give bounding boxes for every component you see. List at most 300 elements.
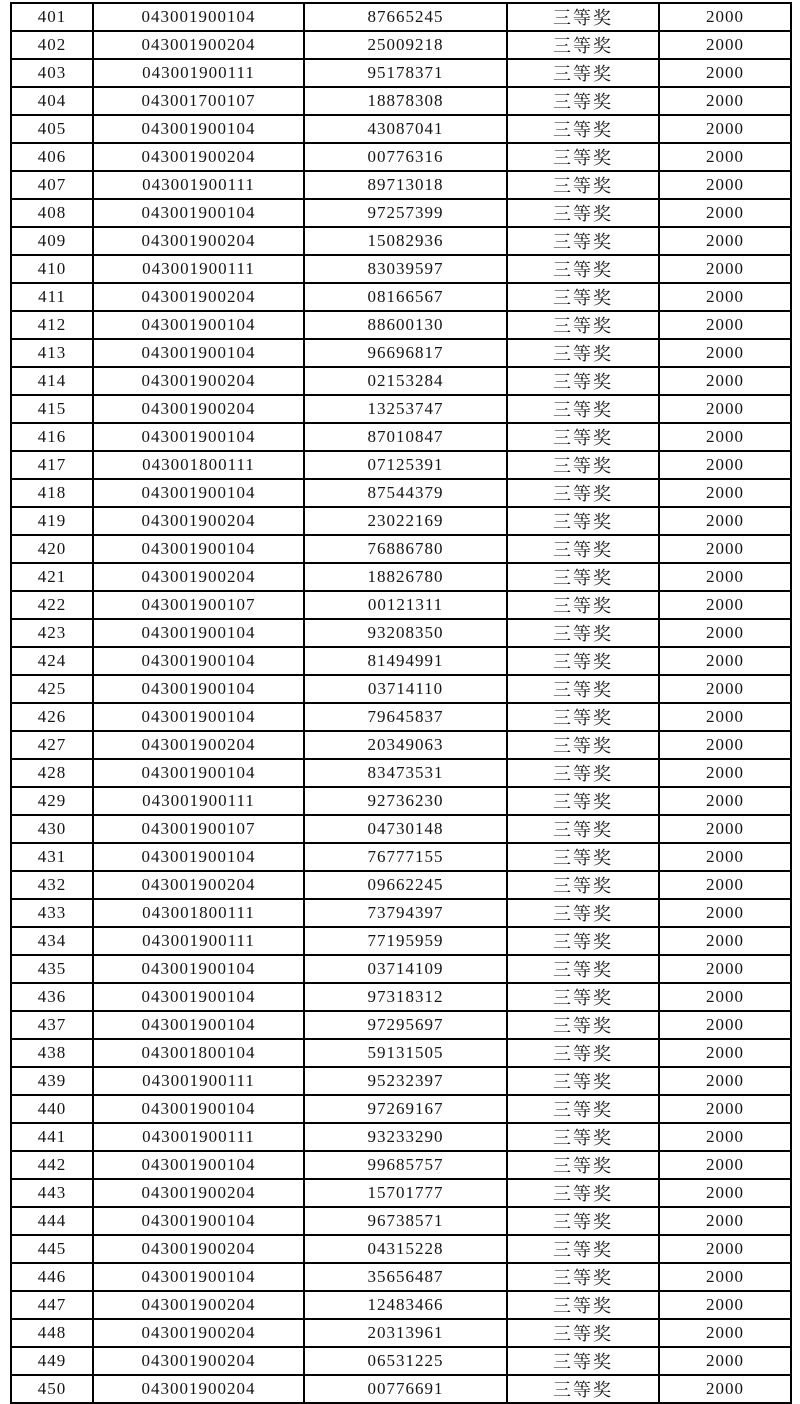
cell-prize: 三等奖 bbox=[507, 591, 659, 619]
cell-number: 25009218 bbox=[304, 31, 507, 59]
table-row bbox=[11, 563, 791, 591]
cell-code: 043001900204 bbox=[93, 227, 304, 255]
cell-code: 043001900104 bbox=[93, 535, 304, 563]
cell-prize: 三等奖 bbox=[507, 1067, 659, 1095]
table-row bbox=[11, 1179, 791, 1207]
table-row bbox=[11, 1095, 791, 1123]
cell-prize: 三等奖 bbox=[507, 115, 659, 143]
cell-code: 043001900204 bbox=[93, 31, 304, 59]
cell-index: 415 bbox=[11, 395, 93, 423]
cell-prize: 三等奖 bbox=[507, 843, 659, 871]
cell-amount: 2000 bbox=[659, 1095, 791, 1123]
table-row bbox=[11, 927, 791, 955]
cell-index: 413 bbox=[11, 339, 93, 367]
cell-code: 043001900104 bbox=[93, 1011, 304, 1039]
cell-amount: 2000 bbox=[659, 983, 791, 1011]
cell-number: 97269167 bbox=[304, 1095, 507, 1123]
cell-index: 421 bbox=[11, 563, 93, 591]
cell-number: 73794397 bbox=[304, 899, 507, 927]
cell-number: 15082936 bbox=[304, 227, 507, 255]
cell-code: 043001900204 bbox=[93, 871, 304, 899]
cell-amount: 2000 bbox=[659, 535, 791, 563]
cell-index: 409 bbox=[11, 227, 93, 255]
cell-number: 83473531 bbox=[304, 759, 507, 787]
cell-code: 043001900204 bbox=[93, 367, 304, 395]
cell-number: 96696817 bbox=[304, 339, 507, 367]
table-row bbox=[11, 3, 791, 31]
cell-prize: 三等奖 bbox=[507, 1263, 659, 1291]
cell-number: 87544379 bbox=[304, 479, 507, 507]
cell-amount: 2000 bbox=[659, 591, 791, 619]
cell-index: 434 bbox=[11, 927, 93, 955]
cell-amount: 2000 bbox=[659, 787, 791, 815]
cell-prize: 三等奖 bbox=[507, 1319, 659, 1347]
cell-code: 043001900104 bbox=[93, 1263, 304, 1291]
cell-amount: 2000 bbox=[659, 199, 791, 227]
cell-number: 03714110 bbox=[304, 675, 507, 703]
cell-amount: 2000 bbox=[659, 731, 791, 759]
cell-code: 043001900104 bbox=[93, 703, 304, 731]
cell-number: 89713018 bbox=[304, 171, 507, 199]
cell-index: 403 bbox=[11, 59, 93, 87]
cell-number: 15701777 bbox=[304, 1179, 507, 1207]
cell-index: 423 bbox=[11, 619, 93, 647]
cell-number: 99685757 bbox=[304, 1151, 507, 1179]
cell-prize: 三等奖 bbox=[507, 619, 659, 647]
prize-table bbox=[10, 2, 792, 1404]
cell-prize: 三等奖 bbox=[507, 955, 659, 983]
cell-code: 043001900104 bbox=[93, 423, 304, 451]
cell-prize: 三等奖 bbox=[507, 787, 659, 815]
cell-number: 08166567 bbox=[304, 283, 507, 311]
cell-prize: 三等奖 bbox=[507, 759, 659, 787]
cell-amount: 2000 bbox=[659, 927, 791, 955]
cell-index: 407 bbox=[11, 171, 93, 199]
cell-prize: 三等奖 bbox=[507, 1011, 659, 1039]
table-row bbox=[11, 395, 791, 423]
table-row bbox=[11, 255, 791, 283]
cell-code: 043001900204 bbox=[93, 1375, 304, 1403]
cell-code: 043001900104 bbox=[93, 199, 304, 227]
cell-amount: 2000 bbox=[659, 143, 791, 171]
cell-code: 043001900111 bbox=[93, 1123, 304, 1151]
cell-code: 043001800104 bbox=[93, 1039, 304, 1067]
cell-code: 043001900104 bbox=[93, 955, 304, 983]
cell-code: 043001900104 bbox=[93, 1151, 304, 1179]
cell-index: 440 bbox=[11, 1095, 93, 1123]
cell-code: 043001900111 bbox=[93, 255, 304, 283]
cell-code: 043001800111 bbox=[93, 899, 304, 927]
cell-prize: 三等奖 bbox=[507, 983, 659, 1011]
cell-number: 18826780 bbox=[304, 563, 507, 591]
cell-index: 412 bbox=[11, 311, 93, 339]
cell-amount: 2000 bbox=[659, 395, 791, 423]
cell-number: 59131505 bbox=[304, 1039, 507, 1067]
cell-prize: 三等奖 bbox=[507, 3, 659, 31]
cell-index: 429 bbox=[11, 787, 93, 815]
cell-amount: 2000 bbox=[659, 1151, 791, 1179]
cell-prize: 三等奖 bbox=[507, 871, 659, 899]
table-row bbox=[11, 535, 791, 563]
table-row bbox=[11, 1123, 791, 1151]
cell-amount: 2000 bbox=[659, 759, 791, 787]
cell-code: 043001900104 bbox=[93, 619, 304, 647]
table-row bbox=[11, 479, 791, 507]
cell-prize: 三等奖 bbox=[507, 451, 659, 479]
cell-index: 420 bbox=[11, 535, 93, 563]
cell-code: 043001900104 bbox=[93, 3, 304, 31]
cell-prize: 三等奖 bbox=[507, 255, 659, 283]
table-row bbox=[11, 619, 791, 647]
table-row bbox=[11, 1151, 791, 1179]
cell-code: 043001900111 bbox=[93, 787, 304, 815]
cell-prize: 三等奖 bbox=[507, 1347, 659, 1375]
cell-index: 410 bbox=[11, 255, 93, 283]
table-row bbox=[11, 899, 791, 927]
cell-number: 96738571 bbox=[304, 1207, 507, 1235]
cell-code: 043001900104 bbox=[93, 675, 304, 703]
cell-prize: 三等奖 bbox=[507, 731, 659, 759]
cell-code: 043001900204 bbox=[93, 507, 304, 535]
table-row bbox=[11, 703, 791, 731]
cell-code: 043001700107 bbox=[93, 87, 304, 115]
cell-amount: 2000 bbox=[659, 3, 791, 31]
cell-code: 043001900204 bbox=[93, 395, 304, 423]
cell-amount: 2000 bbox=[659, 619, 791, 647]
table-row bbox=[11, 591, 791, 619]
table-row bbox=[11, 1039, 791, 1067]
cell-number: 03714109 bbox=[304, 955, 507, 983]
cell-index: 441 bbox=[11, 1123, 93, 1151]
cell-number: 93208350 bbox=[304, 619, 507, 647]
cell-index: 419 bbox=[11, 507, 93, 535]
cell-number: 07125391 bbox=[304, 451, 507, 479]
cell-prize: 三等奖 bbox=[507, 507, 659, 535]
cell-amount: 2000 bbox=[659, 899, 791, 927]
cell-amount: 2000 bbox=[659, 675, 791, 703]
cell-number: 81494991 bbox=[304, 647, 507, 675]
cell-number: 43087041 bbox=[304, 115, 507, 143]
cell-prize: 三等奖 bbox=[507, 395, 659, 423]
cell-index: 416 bbox=[11, 423, 93, 451]
cell-number: 83039597 bbox=[304, 255, 507, 283]
cell-index: 436 bbox=[11, 983, 93, 1011]
cell-index: 401 bbox=[11, 3, 93, 31]
cell-number: 97295697 bbox=[304, 1011, 507, 1039]
cell-code: 043001900204 bbox=[93, 1235, 304, 1263]
cell-amount: 2000 bbox=[659, 479, 791, 507]
cell-index: 438 bbox=[11, 1039, 93, 1067]
cell-number: 93233290 bbox=[304, 1123, 507, 1151]
table-row bbox=[11, 1263, 791, 1291]
cell-index: 414 bbox=[11, 367, 93, 395]
cell-index: 442 bbox=[11, 1151, 93, 1179]
cell-number: 88600130 bbox=[304, 311, 507, 339]
table-row bbox=[11, 647, 791, 675]
cell-number: 87665245 bbox=[304, 3, 507, 31]
cell-amount: 2000 bbox=[659, 255, 791, 283]
cell-prize: 三等奖 bbox=[507, 171, 659, 199]
cell-number: 06531225 bbox=[304, 1347, 507, 1375]
cell-code: 043001900204 bbox=[93, 1319, 304, 1347]
cell-index: 411 bbox=[11, 283, 93, 311]
cell-index: 404 bbox=[11, 87, 93, 115]
cell-index: 437 bbox=[11, 1011, 93, 1039]
cell-index: 406 bbox=[11, 143, 93, 171]
cell-number: 04315228 bbox=[304, 1235, 507, 1263]
cell-index: 427 bbox=[11, 731, 93, 759]
cell-prize: 三等奖 bbox=[507, 367, 659, 395]
table-row bbox=[11, 143, 791, 171]
cell-number: 02153284 bbox=[304, 367, 507, 395]
cell-amount: 2000 bbox=[659, 1067, 791, 1095]
cell-number: 04730148 bbox=[304, 815, 507, 843]
table-row bbox=[11, 171, 791, 199]
cell-index: 425 bbox=[11, 675, 93, 703]
cell-prize: 三等奖 bbox=[507, 563, 659, 591]
table-row bbox=[11, 451, 791, 479]
cell-prize: 三等奖 bbox=[507, 535, 659, 563]
cell-amount: 2000 bbox=[659, 815, 791, 843]
cell-index: 405 bbox=[11, 115, 93, 143]
cell-index: 402 bbox=[11, 31, 93, 59]
cell-number: 13253747 bbox=[304, 395, 507, 423]
cell-index: 426 bbox=[11, 703, 93, 731]
cell-number: 23022169 bbox=[304, 507, 507, 535]
cell-prize: 三等奖 bbox=[507, 311, 659, 339]
cell-number: 20349063 bbox=[304, 731, 507, 759]
cell-number: 79645837 bbox=[304, 703, 507, 731]
cell-number: 00776691 bbox=[304, 1375, 507, 1403]
cell-number: 18878308 bbox=[304, 87, 507, 115]
cell-index: 448 bbox=[11, 1319, 93, 1347]
cell-number: 00121311 bbox=[304, 591, 507, 619]
cell-code: 043001900104 bbox=[93, 647, 304, 675]
cell-amount: 2000 bbox=[659, 339, 791, 367]
cell-index: 428 bbox=[11, 759, 93, 787]
cell-code: 043001900104 bbox=[93, 983, 304, 1011]
table-row bbox=[11, 815, 791, 843]
table-row bbox=[11, 227, 791, 255]
cell-index: 449 bbox=[11, 1347, 93, 1375]
cell-number: 92736230 bbox=[304, 787, 507, 815]
cell-index: 443 bbox=[11, 1179, 93, 1207]
table-row bbox=[11, 87, 791, 115]
cell-amount: 2000 bbox=[659, 1123, 791, 1151]
cell-amount: 2000 bbox=[659, 507, 791, 535]
cell-code: 043001900107 bbox=[93, 591, 304, 619]
cell-number: 76886780 bbox=[304, 535, 507, 563]
cell-index: 447 bbox=[11, 1291, 93, 1319]
cell-code: 043001900104 bbox=[93, 843, 304, 871]
table-row bbox=[11, 367, 791, 395]
cell-number: 87010847 bbox=[304, 423, 507, 451]
cell-prize: 三等奖 bbox=[507, 227, 659, 255]
cell-index: 430 bbox=[11, 815, 93, 843]
table-row bbox=[11, 31, 791, 59]
table-row bbox=[11, 199, 791, 227]
cell-code: 043001900111 bbox=[93, 1067, 304, 1095]
cell-code: 043001900204 bbox=[93, 1291, 304, 1319]
cell-amount: 2000 bbox=[659, 115, 791, 143]
prize-table-body bbox=[11, 3, 791, 1403]
cell-index: 444 bbox=[11, 1207, 93, 1235]
cell-code: 043001900104 bbox=[93, 759, 304, 787]
cell-code: 043001900104 bbox=[93, 479, 304, 507]
cell-prize: 三等奖 bbox=[507, 1039, 659, 1067]
cell-amount: 2000 bbox=[659, 423, 791, 451]
cell-amount: 2000 bbox=[659, 1347, 791, 1375]
table-row bbox=[11, 1067, 791, 1095]
cell-index: 445 bbox=[11, 1235, 93, 1263]
table-row bbox=[11, 675, 791, 703]
table-row bbox=[11, 59, 791, 87]
cell-code: 043001900104 bbox=[93, 1095, 304, 1123]
table-row bbox=[11, 507, 791, 535]
cell-prize: 三等奖 bbox=[507, 1291, 659, 1319]
cell-amount: 2000 bbox=[659, 283, 791, 311]
cell-index: 432 bbox=[11, 871, 93, 899]
table-row bbox=[11, 1207, 791, 1235]
cell-code: 043001900204 bbox=[93, 731, 304, 759]
cell-amount: 2000 bbox=[659, 1039, 791, 1067]
cell-amount: 2000 bbox=[659, 311, 791, 339]
cell-prize: 三等奖 bbox=[507, 31, 659, 59]
cell-number: 76777155 bbox=[304, 843, 507, 871]
cell-number: 77195959 bbox=[304, 927, 507, 955]
cell-amount: 2000 bbox=[659, 451, 791, 479]
cell-amount: 2000 bbox=[659, 59, 791, 87]
cell-amount: 2000 bbox=[659, 1263, 791, 1291]
cell-amount: 2000 bbox=[659, 367, 791, 395]
table-row bbox=[11, 1235, 791, 1263]
table-row bbox=[11, 1291, 791, 1319]
cell-number: 35656487 bbox=[304, 1263, 507, 1291]
table-row bbox=[11, 1347, 791, 1375]
cell-index: 435 bbox=[11, 955, 93, 983]
cell-prize: 三等奖 bbox=[507, 199, 659, 227]
cell-index: 422 bbox=[11, 591, 93, 619]
table-row bbox=[11, 843, 791, 871]
cell-amount: 2000 bbox=[659, 871, 791, 899]
cell-prize: 三等奖 bbox=[507, 703, 659, 731]
cell-index: 417 bbox=[11, 451, 93, 479]
table-row bbox=[11, 423, 791, 451]
cell-code: 043001800111 bbox=[93, 451, 304, 479]
cell-prize: 三等奖 bbox=[507, 1123, 659, 1151]
cell-index: 431 bbox=[11, 843, 93, 871]
cell-index: 418 bbox=[11, 479, 93, 507]
cell-code: 043001900104 bbox=[93, 1207, 304, 1235]
cell-amount: 2000 bbox=[659, 171, 791, 199]
cell-number: 95178371 bbox=[304, 59, 507, 87]
cell-code: 043001900104 bbox=[93, 115, 304, 143]
cell-prize: 三等奖 bbox=[507, 1375, 659, 1403]
cell-index: 446 bbox=[11, 1263, 93, 1291]
cell-index: 450 bbox=[11, 1375, 93, 1403]
cell-number: 09662245 bbox=[304, 871, 507, 899]
cell-prize: 三等奖 bbox=[507, 815, 659, 843]
table-row bbox=[11, 871, 791, 899]
cell-number: 20313961 bbox=[304, 1319, 507, 1347]
table-row bbox=[11, 955, 791, 983]
table-row bbox=[11, 1319, 791, 1347]
cell-code: 043001900204 bbox=[93, 1179, 304, 1207]
cell-prize: 三等奖 bbox=[507, 479, 659, 507]
table-row bbox=[11, 759, 791, 787]
cell-amount: 2000 bbox=[659, 955, 791, 983]
cell-amount: 2000 bbox=[659, 703, 791, 731]
cell-amount: 2000 bbox=[659, 563, 791, 591]
cell-amount: 2000 bbox=[659, 31, 791, 59]
cell-code: 043001900107 bbox=[93, 815, 304, 843]
cell-prize: 三等奖 bbox=[507, 1235, 659, 1263]
cell-code: 043001900104 bbox=[93, 339, 304, 367]
cell-number: 95232397 bbox=[304, 1067, 507, 1095]
cell-code: 043001900111 bbox=[93, 171, 304, 199]
cell-index: 439 bbox=[11, 1067, 93, 1095]
cell-code: 043001900111 bbox=[93, 59, 304, 87]
cell-index: 408 bbox=[11, 199, 93, 227]
cell-amount: 2000 bbox=[659, 1319, 791, 1347]
table-row bbox=[11, 983, 791, 1011]
cell-prize: 三等奖 bbox=[507, 423, 659, 451]
cell-code: 043001900204 bbox=[93, 1347, 304, 1375]
cell-amount: 2000 bbox=[659, 1235, 791, 1263]
cell-code: 043001900204 bbox=[93, 283, 304, 311]
cell-amount: 2000 bbox=[659, 1179, 791, 1207]
cell-prize: 三等奖 bbox=[507, 675, 659, 703]
cell-number: 97318312 bbox=[304, 983, 507, 1011]
cell-prize: 三等奖 bbox=[507, 1095, 659, 1123]
cell-prize: 三等奖 bbox=[507, 899, 659, 927]
cell-code: 043001900111 bbox=[93, 927, 304, 955]
cell-amount: 2000 bbox=[659, 843, 791, 871]
cell-amount: 2000 bbox=[659, 87, 791, 115]
cell-number: 97257399 bbox=[304, 199, 507, 227]
table-row bbox=[11, 283, 791, 311]
cell-index: 433 bbox=[11, 899, 93, 927]
table-row bbox=[11, 311, 791, 339]
cell-amount: 2000 bbox=[659, 1291, 791, 1319]
cell-amount: 2000 bbox=[659, 1011, 791, 1039]
cell-amount: 2000 bbox=[659, 1207, 791, 1235]
cell-prize: 三等奖 bbox=[507, 1179, 659, 1207]
cell-prize: 三等奖 bbox=[507, 143, 659, 171]
cell-amount: 2000 bbox=[659, 647, 791, 675]
cell-prize: 三等奖 bbox=[507, 1207, 659, 1235]
cell-prize: 三等奖 bbox=[507, 59, 659, 87]
cell-prize: 三等奖 bbox=[507, 339, 659, 367]
cell-prize: 三等奖 bbox=[507, 87, 659, 115]
cell-prize: 三等奖 bbox=[507, 927, 659, 955]
cell-number: 00776316 bbox=[304, 143, 507, 171]
cell-prize: 三等奖 bbox=[507, 283, 659, 311]
cell-number: 12483466 bbox=[304, 1291, 507, 1319]
cell-code: 043001900204 bbox=[93, 563, 304, 591]
cell-amount: 2000 bbox=[659, 227, 791, 255]
table-row bbox=[11, 1375, 791, 1403]
table-row bbox=[11, 115, 791, 143]
table-row bbox=[11, 731, 791, 759]
cell-amount: 2000 bbox=[659, 1375, 791, 1403]
table-row bbox=[11, 339, 791, 367]
cell-index: 424 bbox=[11, 647, 93, 675]
table-row bbox=[11, 787, 791, 815]
table-row bbox=[11, 1011, 791, 1039]
cell-prize: 三等奖 bbox=[507, 1151, 659, 1179]
cell-code: 043001900104 bbox=[93, 311, 304, 339]
